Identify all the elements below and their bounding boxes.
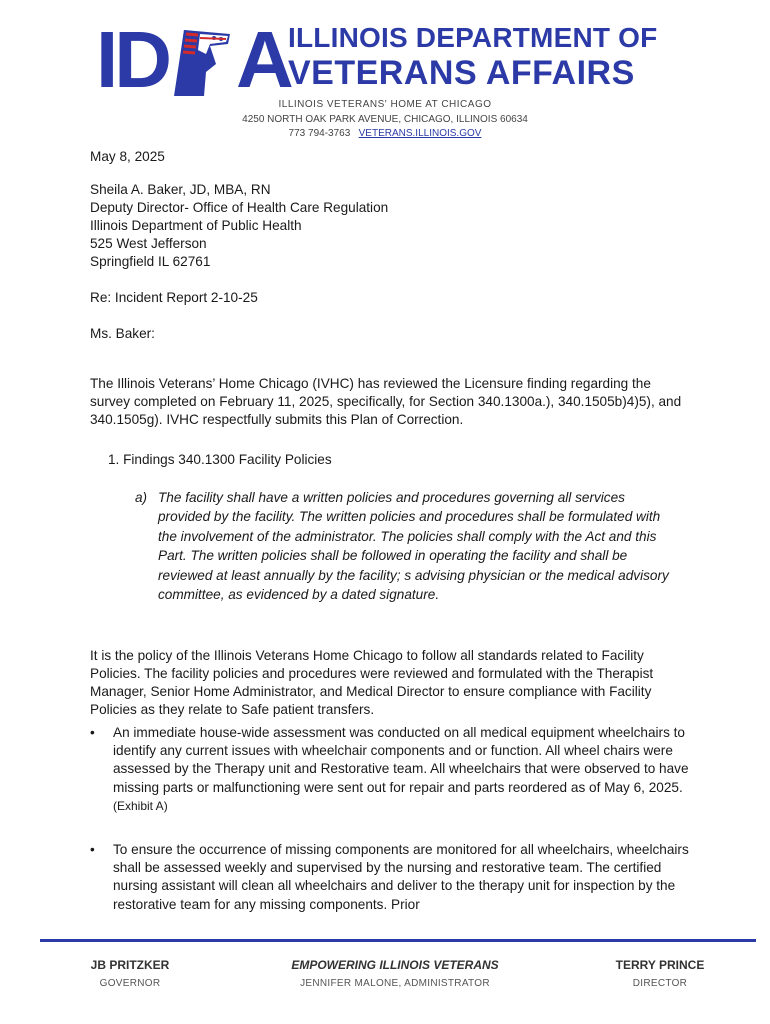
bullet-icon: • bbox=[90, 842, 95, 857]
list-item bbox=[90, 724, 690, 815]
flag-silhouette-icon bbox=[170, 24, 234, 96]
facility-name: ILLINOIS VETERANS' HOME AT CHICAGO bbox=[278, 99, 492, 110]
footer-tagline bbox=[250, 958, 540, 989]
list-item-body: An immediate house-wide assessment was conducted on all medical equipment wheelchairs to identify any current issues with wheelchair components and or function. All wheel chairs were assessed by the Therapy unit and Restorative team. All wheelchairs that were observed to have missing parts or malfunctioning were sent out for repair and parts reordered as of May 6, 2025. bbox=[113, 725, 689, 795]
logo-mark bbox=[96, 15, 290, 104]
exhibit-reference: (Exhibit A) bbox=[113, 798, 168, 813]
quote-label: a) bbox=[135, 490, 148, 505]
phone-number: 773 794-3763 bbox=[288, 128, 351, 139]
recipient-street: 525 West Jefferson bbox=[90, 236, 207, 251]
governor-title: GOVERNOR bbox=[99, 978, 161, 989]
director-name: TERRY PRINCE bbox=[615, 958, 705, 972]
director-title: DIRECTOR bbox=[632, 978, 688, 989]
recipient-name: Sheila A. Baker, JD, MBA, RN bbox=[90, 182, 271, 197]
letter-date: May 8, 2025 bbox=[90, 149, 165, 164]
org-title-line-2: VETERANS AFFAIRS bbox=[288, 54, 635, 92]
footer-director bbox=[590, 958, 730, 989]
list-item bbox=[90, 841, 690, 914]
footer-governor bbox=[60, 958, 200, 989]
contact-line bbox=[0, 128, 770, 139]
list-item-text: To ensure the occurrence of missing components are monitored for all wheelchairs, wheelchairs shall be assessed weekly and supervised by the nursing and restorative team. The certified nursing assistant will clean all wheelchairs and deliver to the therapy unit for inspection by the restorative team for any missing components. Prior bbox=[113, 842, 689, 912]
org-title-line-1: ILLINOIS DEPARTMENT OF bbox=[288, 22, 658, 53]
recipient-organization: Illinois Department of Public Health bbox=[90, 218, 302, 233]
org-title bbox=[288, 22, 657, 92]
policy-paragraph: It is the policy of the Illinois Veterans Home Chicago to follow all standards related to Facility Policies. The facility policies and procedures were reviewed and formulated with the Therapist Manager, Senior Home Administrator, and Medical Director to ensure compliance with Facility Policies as they relate to Safe patient transfers. bbox=[90, 647, 654, 717]
intro-paragraph: The Illinois Veterans’ Home Chicago (IVHC) has reviewed the Licensure finding regarding the survey completed on February 11, 2025, specifically, for Section 340.1300a.), 340.1505b)4)5), and 340.1505g). IVHC respectfully submits this Plan of Correction. bbox=[90, 375, 682, 427]
recipient-title: Deputy Director- Office of Health Care Regulation bbox=[90, 200, 389, 215]
salutation: Ms. Baker: bbox=[90, 326, 155, 341]
regulation-quote bbox=[135, 488, 680, 604]
footer-divider bbox=[40, 939, 756, 942]
subject-line: Re: Incident Report 2-10-25 bbox=[90, 290, 258, 305]
logo-letter-i: I bbox=[96, 15, 115, 104]
tagline-text: EMPOWERING ILLINOIS VETERANS bbox=[291, 958, 499, 972]
list-item-text bbox=[113, 724, 690, 815]
finding-heading: 1. Findings 340.1300 Facility Policies bbox=[108, 452, 332, 467]
department-logo bbox=[96, 15, 666, 104]
logo-letter-d: D bbox=[114, 15, 169, 104]
bullet-icon: • bbox=[90, 725, 95, 740]
recipient-city: Springfield IL 62761 bbox=[90, 254, 211, 269]
quote-text: The facility shall have a written policies and procedures governing all services provided by the facility. The written policies and procedures shall be formulated with the involvement of the administrator. The policies shall comply with the Act and this Part. The written policies shall be followed in operating the facility and shall be reviewed at least annually by the facility; s advising physician or the medical advisory committee, as evidenced by a dated signature. bbox=[158, 490, 669, 603]
facility-address: 4250 NORTH OAK PARK AVENUE, CHICAGO, ILLINOIS 60634 bbox=[242, 114, 528, 125]
website-link[interactable]: VETERANS.ILLINOIS.GOV bbox=[358, 128, 482, 139]
administrator-name: JENNIFER MALONE, ADMINISTRATOR bbox=[300, 978, 490, 989]
governor-name: JB PRITZKER bbox=[90, 958, 170, 972]
logo-letter-a: A bbox=[236, 15, 290, 104]
recipient-address bbox=[90, 181, 690, 271]
